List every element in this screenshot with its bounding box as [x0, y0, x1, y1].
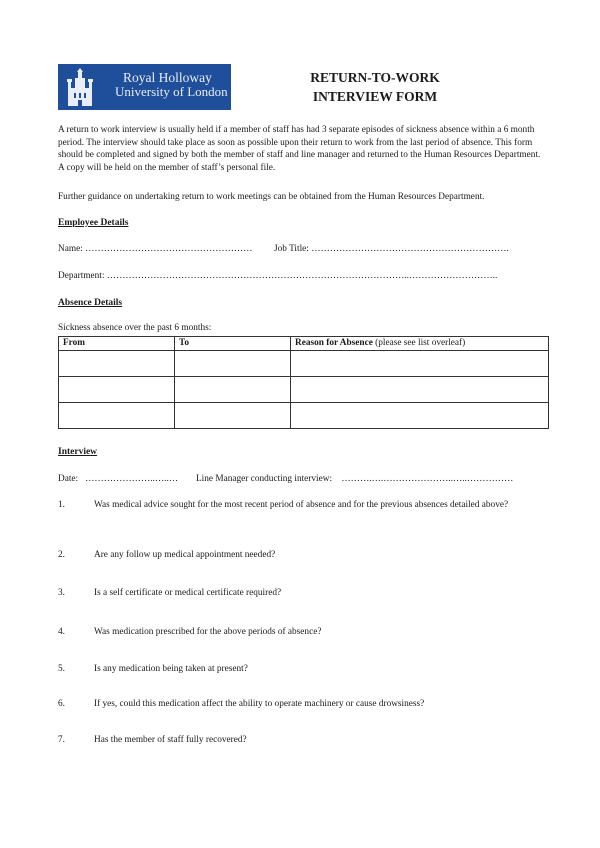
date-field[interactable]: [58, 474, 178, 484]
question-5-text: Is any medication being taken at present?: [94, 664, 248, 674]
department-label: Department:: [58, 271, 105, 281]
table-row: [59, 351, 549, 377]
title-line2: INTERVIEW FORM: [312, 89, 438, 104]
reason-cell[interactable]: [291, 403, 549, 429]
name-field[interactable]: [58, 244, 252, 254]
date-dots: …………………..…..…: [85, 474, 179, 484]
col-from: From: [59, 337, 175, 351]
question-3-number: 3.: [58, 588, 65, 598]
from-cell[interactable]: [59, 403, 175, 429]
question-4-text: Was medication prescribed for the above periods of absence?: [94, 627, 322, 637]
question-6-number: 6.: [58, 699, 65, 709]
date-label: Date:: [58, 474, 79, 484]
absence-details-heading: Absence Details: [58, 298, 123, 308]
col-to: To: [175, 337, 291, 351]
royal-holloway-logo: [58, 64, 231, 110]
reason-cell[interactable]: [291, 351, 549, 377]
question-1-text: Was medical advice sought for the most recent period of absence and for the previous absences detailed above?: [94, 500, 509, 510]
to-cell[interactable]: [175, 377, 291, 403]
absence-table: [58, 336, 549, 429]
line-manager-label: Line Manager conducting interview:: [196, 474, 333, 484]
question-2-number: 2.: [58, 550, 65, 560]
absence-table-header: [59, 337, 549, 351]
form-title: [300, 68, 450, 106]
employee-details-heading: Employee Details: [58, 218, 129, 228]
to-cell[interactable]: [175, 351, 291, 377]
intro-paragraph: A return to work interview is usually held if a member of staff has had 3 separate episodes of sickness absence within a 6 month period. The interview should take place as soon as possible upon their return to work from the last period of absence. This form should be completed and signed by both the member of staff and line manager and returned to the Human Resources Department. A copy will be held on the member of staff’s personal file.: [58, 125, 541, 173]
job-title-dots: ……………………………………………………….: [311, 244, 509, 254]
col-reason: [291, 337, 549, 351]
interview-heading: Interview: [58, 447, 98, 457]
name-dots: ………………………………………………: [85, 244, 253, 254]
university-building-icon: [66, 68, 94, 106]
reason-cell[interactable]: [291, 377, 549, 403]
line-manager-dots: ……….….…………………..…..……………: [341, 474, 514, 484]
col-reason-note: (please see list overleaf): [375, 338, 466, 348]
department-field[interactable]: [58, 271, 497, 281]
question-3-text: Is a self certificate or medical certificate required?: [94, 588, 282, 598]
department-dots: ……………………………………………………………………………………..………………………..: [106, 271, 498, 281]
question-6-text: If yes, could this medication affect the ability to operate machinery or cause drowsiness?: [94, 699, 425, 709]
logo-line2: University of London: [115, 84, 228, 99]
to-cell[interactable]: [175, 403, 291, 429]
table-row: [59, 377, 549, 403]
from-cell[interactable]: [59, 351, 175, 377]
job-title-field[interactable]: [274, 244, 509, 254]
name-label: Name:: [58, 244, 83, 254]
table-row: [59, 403, 549, 429]
absence-caption: Sickness absence over the past 6 months:: [58, 323, 212, 333]
question-7-number: 7.: [58, 735, 65, 745]
from-cell[interactable]: [59, 377, 175, 403]
guidance-paragraph: Further guidance on undertaking return to work meetings can be obtained from the Human Resources Department.: [58, 192, 485, 202]
line-manager-field[interactable]: [196, 474, 513, 484]
question-4-number: 4.: [58, 627, 65, 637]
logo-line1: Royal Holloway: [123, 70, 212, 85]
question-5-number: 5.: [58, 664, 65, 674]
col-reason-title: Reason for Absence: [295, 338, 373, 348]
question-2-text: Are any follow up medical appointment needed?: [94, 550, 276, 560]
title-line1: RETURN-TO-WORK: [310, 70, 440, 85]
job-title-label: Job Title:: [274, 244, 309, 254]
question-7-text: Has the member of staff fully recovered?: [94, 735, 247, 745]
question-1-number: 1.: [58, 500, 65, 510]
